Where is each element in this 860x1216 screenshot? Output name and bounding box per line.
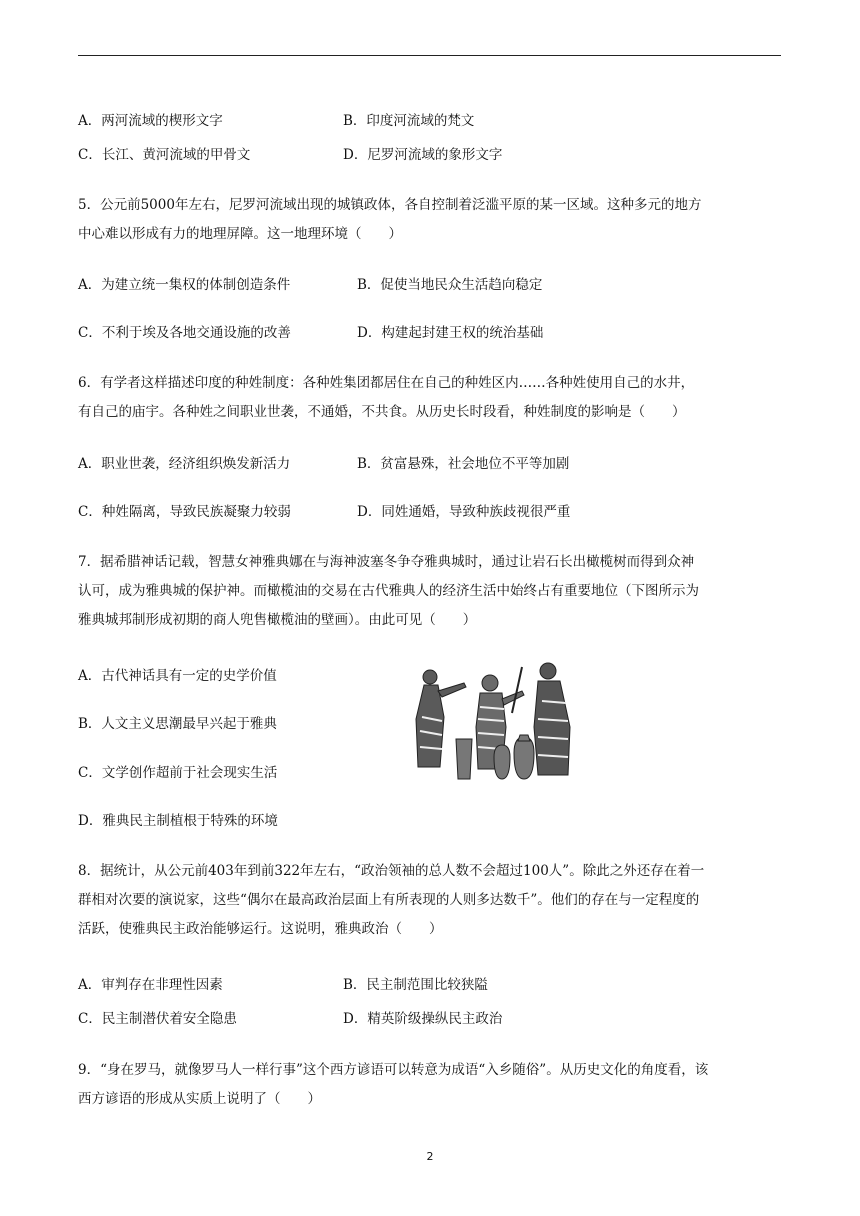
q4-option-b: B．印度河流域的梵文 xyxy=(343,113,475,129)
q6-option-d: D．同姓通婚，导致种族歧视很严重 xyxy=(357,504,571,520)
q6-stem xyxy=(78,369,783,427)
q8-option-c: C．民主制潜伏着安全隐患 xyxy=(78,1011,237,1027)
q9-stem xyxy=(78,1056,783,1114)
q4-option-a: A．两河流域的楔形文字 xyxy=(78,113,223,129)
q7-stem xyxy=(78,548,783,635)
q8-stem xyxy=(78,857,783,944)
q5-option-c: C．不利于埃及各地交通设施的改善 xyxy=(78,325,291,341)
q8-option-b: B．民主制范围比较狭隘 xyxy=(343,977,488,993)
q8-option-d: D．精英阶级操纵民主政治 xyxy=(343,1011,503,1027)
q7-line-1: 7．据希腊神话记载，智慧女神雅典娜在与海神波塞冬争夺雅典城时，通过让岩石长出橄榄树而得到众神 xyxy=(78,554,695,570)
q4-option-c: C．长江、黄河流域的甲骨文 xyxy=(78,147,251,163)
q6-line-2: 有自己的庙宇。各种姓之间职业世袭，不通婚，不共食。从历史长时段看，种姓制度的影响是（ ） xyxy=(78,404,686,420)
q7-line-2: 认可，成为雅典城的保护神。而橄榄油的交易在古代雅典人的经济生活中始终占有重要地位（下图所示为 xyxy=(78,583,699,599)
page-number: 2 xyxy=(426,1150,434,1163)
q7-option-d: D．雅典民主制植根于特殊的环境 xyxy=(78,813,278,829)
header-rule xyxy=(78,55,781,56)
q9-line-2: 西方谚语的形成从实质上说明了（ ） xyxy=(78,1091,321,1107)
q6-line-1: 6．有学者这样描述印度的种姓制度：各种姓集团都居住在自己的种姓区内……各种姓使用自己的水井， xyxy=(78,375,695,391)
q5-stem xyxy=(78,191,783,249)
q7-option-a: A．古代神话具有一定的史学价值 xyxy=(78,668,277,684)
q5-line-2: 中心难以形成有力的地理屏障。这一地理环境（ ） xyxy=(78,226,402,242)
q9-line-1: 9．“身在罗马，就像罗马人一样行事”这个西方谚语可以转意为成语“入乡随俗”。从历史文化的角度看，该 xyxy=(78,1062,709,1078)
q7-option-c: C．文学创作超前于社会现实生活 xyxy=(78,765,278,781)
q6-option-b: B．贫富悬殊，社会地位不平等加剧 xyxy=(357,456,570,472)
q5-option-b: B．促使当地民众生活趋向稳定 xyxy=(357,277,543,293)
q8-line-2: 群相对次要的演说家，这些“偶尔在最高政治层面上有所表现的人则多达数千”。他们的存在与一定程度的 xyxy=(78,892,700,908)
q8-option-a: A．审判存在非理性因素 xyxy=(78,977,223,993)
q6-option-c: C．种姓隔离，导致民族凝聚力较弱 xyxy=(78,504,291,520)
q8-line-3: 活跃，使雅典民主政治能够运行。这说明，雅典政治（ ） xyxy=(78,921,443,937)
q5-option-d: D．构建起封建王权的统治基础 xyxy=(357,325,544,341)
q5-line-1: 5．公元前5000年左右，尼罗河流域出现的城镇政体，各自控制着泛滥平原的某一区域。这种多元的地方 xyxy=(78,197,702,213)
q6-option-a: A．职业世袭，经济组织焕发新活力 xyxy=(78,456,291,472)
q8-line-1: 8．据统计，从公元前403年到前322年左右，“政治领袖的总人数不会超过100人”。除此之外还存在着一 xyxy=(78,863,705,879)
q4-option-d: D．尼罗河流域的象形文字 xyxy=(343,147,503,163)
q7-option-b: B．人文主义思潮最早兴起于雅典 xyxy=(78,716,277,732)
olive-oil-mural-image xyxy=(398,657,588,783)
q7-line-3: 雅典城邦制形成初期的商人兜售橄榄油的壁画）。由此可见（ ） xyxy=(78,612,477,628)
q5-option-a: A．为建立统一集权的体制创造条件 xyxy=(78,277,291,293)
